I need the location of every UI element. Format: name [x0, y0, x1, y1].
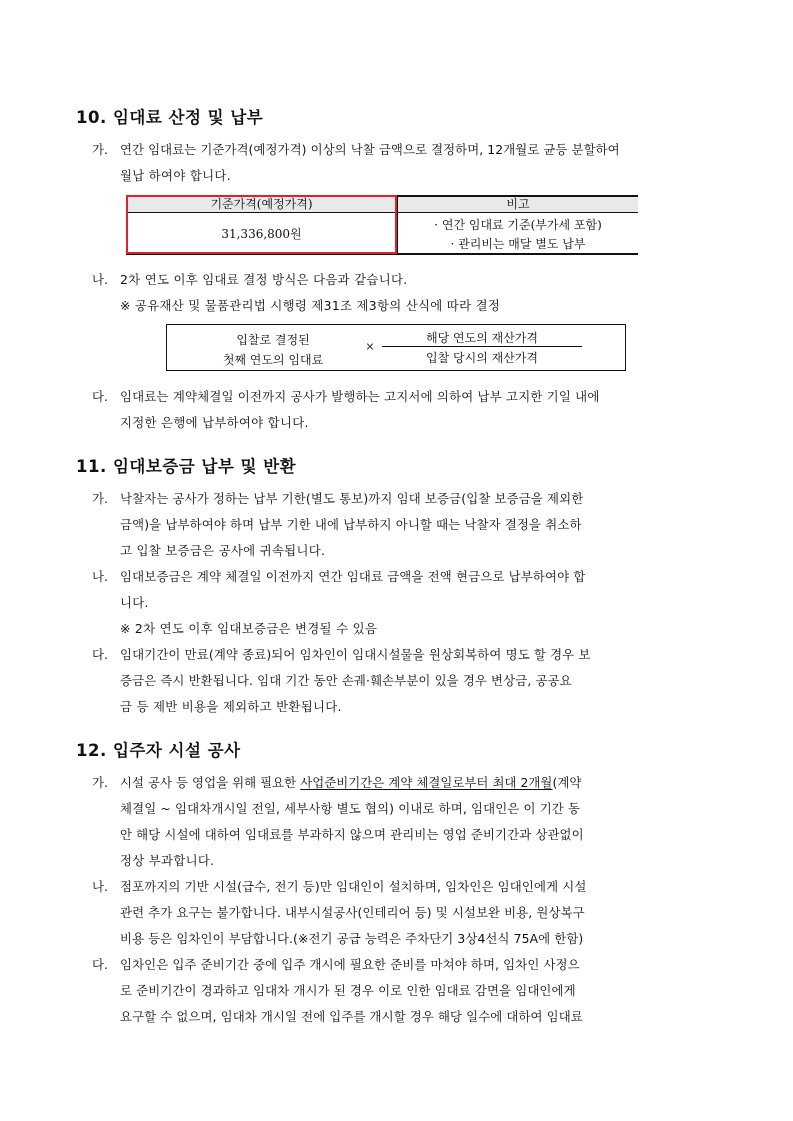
- text-run: 시설 공사 등 영업을 위해 필요한: [120, 775, 301, 790]
- formula-denominator: 입찰 당시의 재산가격: [426, 351, 538, 365]
- section-12-heading: 12. 입주자 시설 공사: [76, 741, 241, 760]
- text-run: (계약: [552, 775, 582, 790]
- highlight-box: [126, 195, 397, 254]
- paragraph-line: [120, 773, 581, 791]
- paragraph-line: 니다.: [120, 595, 149, 610]
- paragraph-line: 관련 추가 요구는 불가합니다. 내부시설공사(인테리어 등) 및 시설보완 비용, 원상복구: [120, 905, 585, 920]
- paragraph-line: 정상 부과합니다.: [120, 853, 215, 868]
- item-marker: 가.: [92, 142, 108, 157]
- formula-numerator: 해당 연도의 재산가격: [426, 331, 538, 345]
- paragraph-line: 금 등 제반 비용을 제외하고 반환됩니다.: [120, 699, 342, 714]
- paragraph-line: 임차인은 입주 준비기간 중에 입주 개시에 필요한 준비를 마쳐야 하며, 임차인 사정으: [120, 957, 580, 972]
- table-cell-note: · 연간 임대료 기준(부가세 포함): [434, 218, 602, 232]
- formula-left-top: 입찰로 결정된: [236, 333, 310, 347]
- section-10-heading: 10. 임대료 산정 및 납부: [76, 108, 264, 127]
- underlined-text: 사업준비기간은 계약 체결일로부터 최대 2개월: [300, 775, 553, 790]
- item-marker: 나.: [92, 272, 108, 287]
- formula-box: [166, 324, 626, 371]
- item-marker: 가.: [92, 775, 108, 790]
- paragraph-line: 금액)을 납부하여야 하며 납부 기한 내에 납부하지 아니할 때는 낙찰자 결정을 취소하: [120, 517, 582, 532]
- formula-left-bottom: 첫째 연도의 임대료: [222, 353, 324, 367]
- formula-times: ×: [365, 340, 375, 353]
- paragraph-line: 2차 연도 이후 임대료 결정 방식은 다음과 같습니다.: [120, 272, 408, 287]
- item-marker: 가.: [92, 491, 108, 506]
- paragraph-line: 로 준비기간이 경과하고 임대차 개시가 된 경우 이로 인한 임대료 감면을 임대인에게: [120, 983, 576, 998]
- paragraph-line: 요구할 수 없으며, 임대차 개시일 전에 입주를 개시할 경우 해당 일수에 대하여 임대료: [120, 1009, 583, 1024]
- item-marker: 다.: [92, 389, 108, 404]
- item-marker: 나.: [92, 879, 108, 894]
- paragraph-line: 낙찰자는 공사가 정하는 납부 기한(별도 통보)까지 임대 보증금(입찰 보증금을 제외한: [120, 491, 584, 506]
- note-line: ※ 2차 연도 이후 임대보증금은 변경될 수 있음: [120, 621, 378, 636]
- paragraph-line: 증금은 즉시 반환됩니다. 임대 기간 동안 손궤·훼손부분이 있을 경우 변상금, 공공요: [120, 673, 572, 688]
- paragraph-line: 임대기간이 만료(계약 종료)되어 임차인이 임대시설물을 원상회복하여 명도 할 경우 보: [120, 647, 591, 662]
- paragraph-line: 안 해당 시설에 대하여 임대료를 부과하지 않으며 관리비는 영업 준비기간과 상관없이: [120, 827, 584, 842]
- paragraph-line: 점포까지의 기반 시설(급수, 전기 등)만 임대인이 설치하며, 임차인은 임대인에게 시설: [120, 879, 587, 894]
- paragraph-line: 월납 하여야 합니다.: [120, 168, 231, 183]
- paragraph-line: 지정한 은행에 납부하여야 합니다.: [120, 415, 309, 430]
- table-header-base-price: 기준가격(예정가격): [126, 196, 397, 212]
- table-header-remarks: 비고: [398, 196, 638, 212]
- paragraph-line: 임대료는 계약체결일 이전까지 공사가 발행하는 고지서에 의하여 납부 고지한 기일 내에: [120, 389, 600, 404]
- section-11-heading: 11. 임대보증금 납부 및 반환: [76, 457, 297, 476]
- formula-fraction-bar: [382, 346, 582, 347]
- item-marker: 다.: [92, 957, 108, 972]
- paragraph-line: 임대보증금은 계약 체결일 이전까지 연간 임대료 금액을 전액 현금으로 납부하여야 합: [120, 569, 586, 584]
- table-cell-note: · 관리비는 매달 별도 납부: [450, 237, 586, 251]
- table-cell-base-price: 31,336,800원: [221, 227, 302, 241]
- item-marker: 나.: [92, 569, 108, 584]
- note-line: ※ 공유재산 및 물품관리법 시행령 제31조 제3항의 산식에 따라 결정: [120, 298, 501, 313]
- paragraph-line: 연간 임대료는 기준가격(예정가격) 이상의 낙찰 금액으로 결정하며, 12개월로 균등 분할하여: [120, 142, 620, 157]
- paragraph-line: 체결일 ~ 임대차개시일 전일, 세부사항 별도 협의) 이내로 하며, 임대인은 이 기간 동: [120, 801, 581, 816]
- paragraph-line: 비용 등은 임차인이 부담합니다.(※전기 공급 능력은 주차단기 3상4선식 75A에 한함): [120, 931, 584, 946]
- paragraph-line: 고 입찰 보증금은 공사에 귀속됩니다.: [120, 543, 326, 558]
- item-marker: 다.: [92, 647, 108, 662]
